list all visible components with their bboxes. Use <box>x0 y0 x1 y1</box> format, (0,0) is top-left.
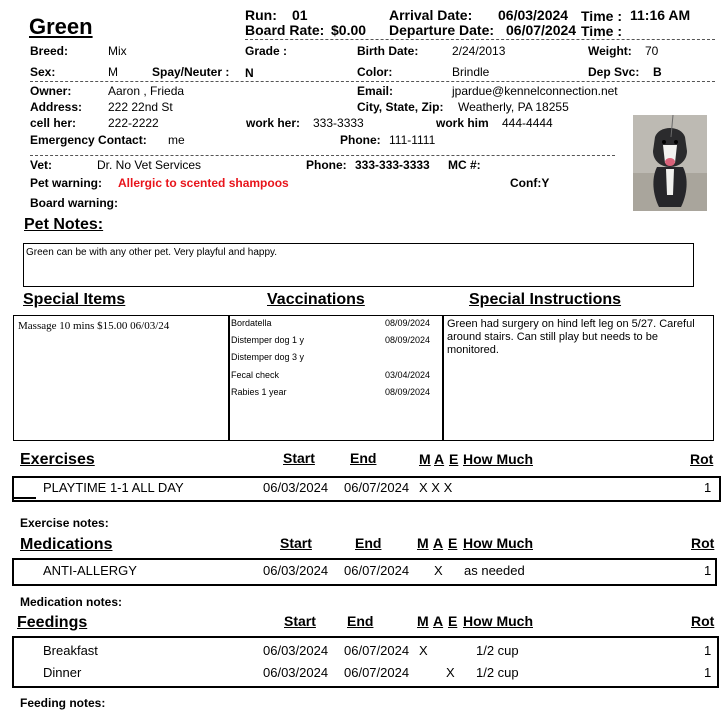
weight-label: Weight: <box>588 44 632 58</box>
work-him-label: work him <box>436 116 489 130</box>
col-e-header: E <box>448 535 458 551</box>
arrival-value: 06/03/2024 <box>498 7 569 23</box>
pet-name: Green <box>29 14 93 39</box>
exercise-marks: X X X <box>419 480 453 495</box>
vaccine-date: 08/09/2024 <box>385 387 431 397</box>
feeding-notes-label: Feeding notes: <box>20 696 106 710</box>
departure-label: Departure Date: <box>389 22 495 38</box>
emergency-label: Emergency Contact: <box>30 133 147 147</box>
city-state-zip-value: Weatherly, PA 18255 <box>458 100 569 114</box>
vaccine-name: Distemper dog 3 y <box>231 352 305 362</box>
col-how-much-header: How Much <box>463 535 533 551</box>
owner-label: Owner: <box>30 84 72 98</box>
dog-photo-icon <box>633 115 707 211</box>
pet-warning-value: Allergic to scented shampoos <box>118 176 289 190</box>
pet-warning-label: Pet warning: <box>30 176 103 190</box>
email-value: jpardue@kennelconnection.net <box>452 84 618 98</box>
exercises-title: Exercises <box>20 451 95 468</box>
breed-label: Breed: <box>30 44 69 58</box>
arrival-label: Arrival Date: <box>389 7 473 23</box>
col-how-much-header: How Much <box>463 451 533 467</box>
city-state-zip-label: City, State, Zip: <box>357 100 444 114</box>
feeding-how-much: 1/2 cup <box>476 643 519 658</box>
feeding-marks: X <box>419 643 428 658</box>
col-a-header: A <box>434 451 445 467</box>
feeding-rot: 1 <box>704 643 712 658</box>
medication-how-much: as needed <box>464 563 525 578</box>
weight-value: 70 <box>645 44 659 58</box>
board-rate-value: $0.00 <box>331 22 367 38</box>
exercise-notes-label: Exercise notes: <box>20 516 109 530</box>
work-him-value: 444-4444 <box>502 116 553 130</box>
col-rot-header: Rot <box>690 451 714 467</box>
medications-title: Medications <box>20 536 113 553</box>
vaccine-name: Bordatella <box>231 318 272 328</box>
exercise-start: 06/03/2024 <box>263 480 329 495</box>
medication-rot: 1 <box>704 563 712 578</box>
color-value: Brindle <box>452 65 490 79</box>
dep-svc-label: Dep Svc: <box>588 65 640 79</box>
pet-notes-box <box>23 243 694 287</box>
exercise-end: 06/07/2024 <box>344 480 410 495</box>
mc-label: MC #: <box>448 158 481 172</box>
time2-label: Time : <box>581 23 622 39</box>
breed-value: Mix <box>108 44 127 58</box>
feeding-marks: X <box>446 665 455 680</box>
col-rot-header: Rot <box>691 535 715 551</box>
feeding-end: 06/07/2024 <box>344 665 410 680</box>
special-instructions-box <box>443 315 714 441</box>
feeding-name: Breakfast <box>43 643 98 658</box>
col-a-header: A <box>433 535 444 551</box>
col-start-header: Start <box>284 613 316 629</box>
medication-start: 06/03/2024 <box>263 563 329 578</box>
special-item: Massage 10 mins $15.00 06/03/24 <box>18 320 170 332</box>
divider <box>245 39 715 40</box>
divider <box>30 81 715 82</box>
feedings-table <box>12 636 719 688</box>
col-m-header: M <box>419 451 431 467</box>
birth-value: 2/24/2013 <box>452 44 506 58</box>
time-label: Time : <box>581 8 622 24</box>
vet-label: Vet: <box>30 158 53 172</box>
vaccine-name: Distemper dog 1 y <box>231 335 305 345</box>
special-items-box <box>13 315 229 441</box>
dep-svc-value: B <box>653 65 662 79</box>
special-items-title: Special Items <box>23 291 126 308</box>
col-end-header: End <box>355 535 382 551</box>
vaccine-date: 03/04/2024 <box>385 370 431 380</box>
address-value: 222 22nd St <box>108 100 173 114</box>
vet-phone-value: 333-333-3333 <box>355 158 430 172</box>
pet-notes-title: Pet Notes: <box>24 216 104 233</box>
vet-phone-label: Phone: <box>306 158 347 172</box>
vaccine-name: Fecal check <box>231 370 280 380</box>
work-her-value: 333-3333 <box>313 116 364 130</box>
underline-mark <box>14 497 36 499</box>
work-her-label: work her: <box>246 116 301 130</box>
col-e-header: E <box>449 451 459 467</box>
address-label: Address: <box>30 100 83 114</box>
exercise-name: PLAYTIME 1-1 ALL DAY <box>43 480 184 495</box>
col-m-header: M <box>417 613 429 629</box>
run-label: Run: <box>245 7 277 23</box>
special-instructions-text: Green had surgery on hind left leg on 5/27. Careful around stairs. Can still play but needs to be monitored. <box>447 318 695 356</box>
col-end-header: End <box>347 613 374 629</box>
vaccinations-title: Vaccinations <box>267 291 365 308</box>
arrival-time: 11:16 AM <box>630 7 691 23</box>
feeding-how-much: 1/2 cup <box>476 665 519 680</box>
exercises-table <box>12 476 721 502</box>
col-end-header: End <box>350 450 377 466</box>
medication-end: 06/07/2024 <box>344 563 410 578</box>
grade-label: Grade : <box>245 44 288 58</box>
medication-notes-label: Medication notes: <box>20 595 123 609</box>
col-m-header: M <box>417 535 429 551</box>
emergency-phone-label: Phone: <box>340 133 381 147</box>
cell-label: cell her: <box>30 116 77 130</box>
pet-photo <box>633 115 707 211</box>
feeding-rot: 1 <box>704 665 712 680</box>
feeding-end: 06/07/2024 <box>344 643 410 658</box>
exercise-rot: 1 <box>704 480 712 495</box>
spay-label: Spay/Neuter : <box>152 65 230 79</box>
board-rate-label: Board Rate: <box>245 22 325 38</box>
divider <box>30 155 615 156</box>
birth-label: Birth Date: <box>357 44 419 58</box>
medication-name: ANTI-ALLERGY <box>43 563 137 578</box>
departure-value: 06/07/2024 <box>506 22 577 38</box>
vet-value: Dr. No Vet Services <box>97 158 202 172</box>
emergency-phone-value: 111-1111 <box>389 133 436 147</box>
run-value: 01 <box>292 7 308 23</box>
col-how-much-header: How Much <box>463 613 533 629</box>
col-start-header: Start <box>283 450 315 466</box>
conf-value: Conf:Y <box>510 176 550 190</box>
col-a-header: A <box>433 613 444 629</box>
feeding-start: 06/03/2024 <box>263 665 329 680</box>
feeding-name: Dinner <box>43 665 82 680</box>
medications-table <box>12 558 717 586</box>
col-start-header: Start <box>280 535 312 551</box>
spay-value: N <box>245 66 254 80</box>
pet-notes-text: Green can be with any other pet. Very playful and happy. <box>26 247 278 258</box>
sex-label: Sex: <box>30 65 56 79</box>
board-warning-label: Board warning: <box>30 196 119 210</box>
vaccinations-box <box>229 315 443 441</box>
vaccine-name: Rabies 1 year <box>231 387 287 397</box>
sex-value: M <box>108 65 118 79</box>
feedings-title: Feedings <box>17 614 88 631</box>
owner-value: Aaron , Frieda <box>108 84 185 98</box>
cell-value: 222-2222 <box>108 116 159 130</box>
emergency-value: me <box>168 133 185 147</box>
special-instructions-title: Special Instructions <box>469 291 622 308</box>
vaccine-date: 08/09/2024 <box>385 318 431 328</box>
medication-marks: X <box>434 563 443 578</box>
color-label: Color: <box>357 65 393 79</box>
col-rot-header: Rot <box>691 613 715 629</box>
col-e-header: E <box>448 613 458 629</box>
email-label: Email: <box>357 84 394 98</box>
feeding-start: 06/03/2024 <box>263 643 329 658</box>
vaccine-date: 08/09/2024 <box>385 335 431 345</box>
